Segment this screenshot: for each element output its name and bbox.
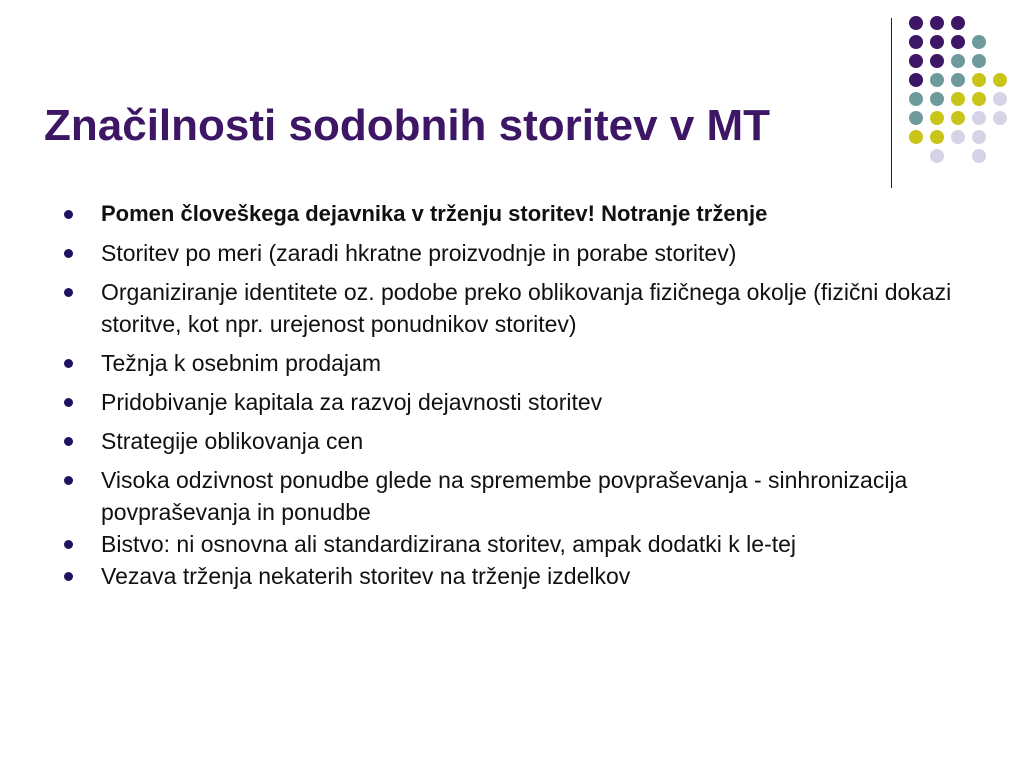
decorative-dot — [951, 16, 965, 30]
vertical-divider — [891, 18, 892, 188]
bullet-dot-icon — [64, 476, 73, 485]
decorative-dot — [951, 73, 965, 87]
decorative-dot — [972, 35, 986, 49]
bullet-dot-icon — [64, 398, 73, 407]
decorative-dot — [909, 35, 923, 49]
bullet-dot-icon — [64, 572, 73, 581]
decorative-dot — [930, 54, 944, 68]
decorative-dot — [909, 111, 923, 125]
bullet-text: Pomen človeškega dejavnika v trženju storitev! Notranje trženje — [101, 201, 768, 226]
decorative-dot — [951, 111, 965, 125]
bullet-item — [60, 560, 980, 592]
decorative-dot — [972, 92, 986, 106]
bullet-item — [60, 347, 980, 379]
decorative-dot — [930, 130, 944, 144]
bullet-item — [60, 198, 980, 230]
decorative-dot — [930, 16, 944, 30]
decorative-dot — [909, 130, 923, 144]
bullet-text: Pridobivanje kapitala za razvoj dejavnosti storitev — [101, 389, 603, 415]
bullet-text: Organiziranje identitete oz. podobe preko oblikovanja fizičnega okolje (fizični dokazi storitve, kot npr. urejenost ponudnikov storitev) — [101, 279, 952, 337]
decorative-dot — [972, 54, 986, 68]
bullet-dot-icon — [64, 437, 73, 446]
bullet-item — [60, 425, 980, 457]
bullet-dot-icon — [64, 249, 73, 258]
decorative-dot — [972, 111, 986, 125]
decorative-dot — [972, 73, 986, 87]
bullet-dot-icon — [64, 359, 73, 368]
bullet-text: Vezava trženja nekaterih storitev na trženje izdelkov — [101, 563, 631, 589]
bullet-dot-icon — [64, 540, 73, 549]
decorative-dot — [993, 111, 1007, 125]
bullet-list — [60, 198, 980, 592]
decorative-dot — [909, 73, 923, 87]
decorative-dot — [951, 92, 965, 106]
decorative-dot-grid — [0, 0, 1024, 200]
bullet-dot-icon — [64, 288, 73, 297]
bullet-text: Težnja k osebnim prodajam — [101, 350, 381, 376]
decorative-dot — [951, 35, 965, 49]
decorative-dot — [909, 54, 923, 68]
decorative-dot — [930, 149, 944, 163]
bullet-text: Bistvo: ni osnovna ali standardizirana storitev, ampak dodatki k le-tej — [101, 531, 797, 557]
decorative-dot — [930, 35, 944, 49]
slide-title: Značilnosti sodobnih storitev v MT — [44, 101, 771, 150]
bullet-item — [60, 528, 980, 560]
bullet-item — [60, 237, 980, 269]
bullet-text: Storitev po meri (zaradi hkratne proizvodnje in porabe storitev) — [101, 240, 737, 266]
bullet-dot-icon — [64, 210, 73, 219]
decorative-dot — [930, 92, 944, 106]
decorative-dot — [972, 149, 986, 163]
decorative-dot — [930, 73, 944, 87]
decorative-dot — [951, 130, 965, 144]
bullet-item — [60, 386, 980, 418]
bullet-text: Visoka odzivnost ponudbe glede na spremembe povpraševanja - sinhronizacija povpraševanja in ponudbe — [101, 467, 908, 525]
decorative-dot — [993, 73, 1007, 87]
decorative-dot — [909, 16, 923, 30]
decorative-dot — [993, 92, 1007, 106]
decorative-dot — [909, 92, 923, 106]
bullet-item — [60, 276, 980, 340]
decorative-dot — [951, 54, 965, 68]
decorative-dot — [972, 130, 986, 144]
bullet-item — [60, 464, 980, 528]
decorative-dot — [930, 111, 944, 125]
bullet-text: Strategije oblikovanja cen — [101, 428, 364, 454]
